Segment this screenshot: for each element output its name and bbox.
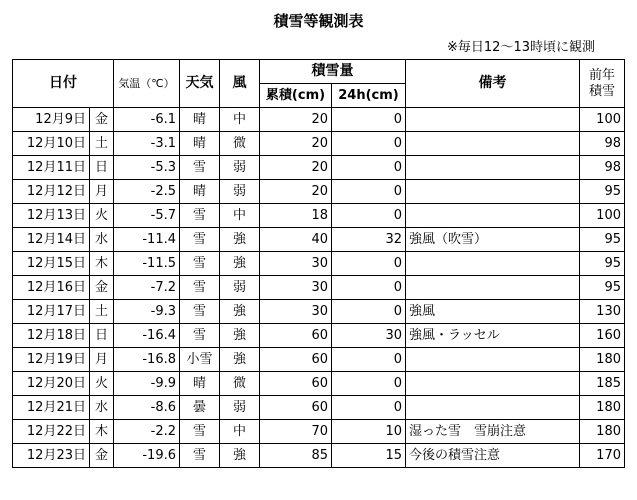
cumulative-snow-cell: 20 (260, 156, 332, 180)
temperature-cell: -9.9 (114, 372, 180, 396)
new-snow-24h-cell: 0 (332, 372, 406, 396)
cumulative-snow-cell: 20 (260, 132, 332, 156)
table-row (13, 156, 625, 180)
table-row (13, 252, 625, 276)
temperature-cell: -16.8 (114, 348, 180, 372)
date-cell: 12月23日 (13, 444, 90, 468)
new-snow-24h-cell: 0 (332, 348, 406, 372)
weekday-cell: 金 (90, 108, 114, 132)
header-wind: 風 (220, 60, 260, 108)
weather-cell: 雪 (180, 276, 220, 300)
new-snow-24h-cell: 30 (332, 324, 406, 348)
new-snow-24h-cell: 0 (332, 204, 406, 228)
new-snow-24h-cell: 0 (332, 300, 406, 324)
new-snow-24h-cell: 0 (332, 180, 406, 204)
remarks-cell (406, 180, 580, 204)
new-snow-24h-cell: 0 (332, 252, 406, 276)
date-cell: 12月13日 (13, 204, 90, 228)
table-row (13, 396, 625, 420)
cumulative-snow-cell: 60 (260, 372, 332, 396)
wind-cell: 弱 (220, 180, 260, 204)
weather-cell: 小雪 (180, 348, 220, 372)
previous-year-snow-cell: 180 (580, 396, 625, 420)
date-cell: 12月20日 (13, 372, 90, 396)
remarks-cell (406, 276, 580, 300)
cumulative-snow-cell: 30 (260, 276, 332, 300)
remarks-cell: 強風（吹雪） (406, 228, 580, 252)
header-date: 日付 (13, 60, 114, 108)
previous-year-snow-cell: 160 (580, 324, 625, 348)
date-cell: 12月18日 (13, 324, 90, 348)
cumulative-snow-cell: 60 (260, 396, 332, 420)
weekday-cell: 日 (90, 156, 114, 180)
header-snow-amount: 積雪量 (260, 60, 406, 84)
cumulative-snow-cell: 20 (260, 180, 332, 204)
temperature-cell: -19.6 (114, 444, 180, 468)
table-row (13, 420, 625, 444)
table-row (13, 204, 625, 228)
date-cell: 12月11日 (13, 156, 90, 180)
weekday-cell: 木 (90, 420, 114, 444)
cumulative-snow-cell: 30 (260, 300, 332, 324)
previous-year-snow-cell: 95 (580, 276, 625, 300)
previous-year-snow-cell: 170 (580, 444, 625, 468)
previous-year-snow-cell: 95 (580, 252, 625, 276)
weather-cell: 晴 (180, 372, 220, 396)
page-title: 積雪等観測表 (273, 12, 364, 30)
cumulative-snow-cell: 70 (260, 420, 332, 444)
remarks-cell: 湿った雪 雪崩注意 (406, 420, 580, 444)
weather-cell: 晴 (180, 132, 220, 156)
weekday-cell: 木 (90, 252, 114, 276)
remarks-cell (406, 108, 580, 132)
cumulative-snow-cell: 85 (260, 444, 332, 468)
wind-cell: 中 (220, 108, 260, 132)
new-snow-24h-cell: 15 (332, 444, 406, 468)
weather-cell: 晴 (180, 108, 220, 132)
date-cell: 12月22日 (13, 420, 90, 444)
date-cell: 12月16日 (13, 276, 90, 300)
header-cumulative: 累積(cm) (260, 84, 332, 108)
remarks-cell (406, 204, 580, 228)
wind-cell: 弱 (220, 156, 260, 180)
date-cell: 12月12日 (13, 180, 90, 204)
weekday-cell: 水 (90, 396, 114, 420)
remarks-cell (406, 396, 580, 420)
weather-cell: 雪 (180, 204, 220, 228)
new-snow-24h-cell: 0 (332, 276, 406, 300)
weather-cell: 雪 (180, 252, 220, 276)
temperature-cell: -2.5 (114, 180, 180, 204)
wind-cell: 微 (220, 372, 260, 396)
header-temperature: 気温（℃） (114, 60, 180, 108)
date-cell: 12月9日 (13, 108, 90, 132)
weather-cell: 雪 (180, 444, 220, 468)
remarks-cell (406, 132, 580, 156)
previous-year-snow-cell: 185 (580, 372, 625, 396)
previous-year-snow-cell: 95 (580, 180, 625, 204)
previous-year-snow-cell: 95 (580, 228, 625, 252)
weekday-cell: 火 (90, 204, 114, 228)
weekday-cell: 土 (90, 132, 114, 156)
wind-cell: 弱 (220, 396, 260, 420)
remarks-cell (406, 372, 580, 396)
wind-cell: 強 (220, 228, 260, 252)
weather-cell: 雪 (180, 228, 220, 252)
cumulative-snow-cell: 60 (260, 324, 332, 348)
wind-cell: 微 (220, 132, 260, 156)
header-24h: 24h(cm) (332, 84, 406, 108)
cumulative-snow-cell: 30 (260, 252, 332, 276)
date-cell: 12月15日 (13, 252, 90, 276)
wind-cell: 強 (220, 300, 260, 324)
previous-year-snow-cell: 180 (580, 420, 625, 444)
date-cell: 12月10日 (13, 132, 90, 156)
table-row (13, 132, 625, 156)
temperature-cell: -9.3 (114, 300, 180, 324)
new-snow-24h-cell: 0 (332, 156, 406, 180)
temperature-cell: -2.2 (114, 420, 180, 444)
new-snow-24h-cell: 10 (332, 420, 406, 444)
temperature-cell: -6.1 (114, 108, 180, 132)
weather-cell: 雪 (180, 156, 220, 180)
new-snow-24h-cell: 0 (332, 132, 406, 156)
cumulative-snow-cell: 18 (260, 204, 332, 228)
table-row (13, 348, 625, 372)
previous-year-snow-cell: 130 (580, 300, 625, 324)
header-previous-year (580, 60, 625, 108)
table-row (13, 276, 625, 300)
header-previous-year-line1: 前年 (588, 67, 615, 83)
remarks-cell (406, 252, 580, 276)
weekday-cell: 月 (90, 348, 114, 372)
weather-cell: 雪 (180, 324, 220, 348)
temperature-cell: -7.2 (114, 276, 180, 300)
remarks-cell: 今後の積雪注意 (406, 444, 580, 468)
previous-year-snow-cell: 100 (580, 108, 625, 132)
date-cell: 12月19日 (13, 348, 90, 372)
weekday-cell: 水 (90, 228, 114, 252)
weekday-cell: 金 (90, 444, 114, 468)
weekday-cell: 月 (90, 180, 114, 204)
weather-cell: 曇 (180, 396, 220, 420)
new-snow-24h-cell: 0 (332, 396, 406, 420)
table-row (13, 444, 625, 468)
previous-year-snow-cell: 100 (580, 204, 625, 228)
header-previous-year-line2: 積雪 (588, 83, 615, 99)
date-cell: 12月17日 (13, 300, 90, 324)
weekday-cell: 金 (90, 276, 114, 300)
remarks-cell: 強風・ラッセル (406, 324, 580, 348)
temperature-cell: -11.4 (114, 228, 180, 252)
cumulative-snow-cell: 40 (260, 228, 332, 252)
wind-cell: 強 (220, 444, 260, 468)
remarks-cell (406, 156, 580, 180)
header-remarks: 備考 (406, 60, 580, 108)
table-row (13, 372, 625, 396)
previous-year-snow-cell: 180 (580, 348, 625, 372)
wind-cell: 強 (220, 324, 260, 348)
new-snow-24h-cell: 0 (332, 108, 406, 132)
cumulative-snow-cell: 20 (260, 108, 332, 132)
table-row (13, 180, 625, 204)
new-snow-24h-cell: 32 (332, 228, 406, 252)
wind-cell: 中 (220, 204, 260, 228)
previous-year-snow-cell: 98 (580, 132, 625, 156)
temperature-cell: -5.3 (114, 156, 180, 180)
header-weather: 天気 (180, 60, 220, 108)
observation-table (12, 59, 625, 468)
weather-cell: 晴 (180, 180, 220, 204)
weather-cell: 雪 (180, 420, 220, 444)
remarks-cell (406, 348, 580, 372)
temperature-cell: -3.1 (114, 132, 180, 156)
observation-note: ※毎日12～13時頃に観測 (447, 40, 595, 55)
temperature-cell: -8.6 (114, 396, 180, 420)
table-row (13, 108, 625, 132)
temperature-cell: -11.5 (114, 252, 180, 276)
temperature-cell: -5.7 (114, 204, 180, 228)
weekday-cell: 火 (90, 372, 114, 396)
cumulative-snow-cell: 60 (260, 348, 332, 372)
weekday-cell: 日 (90, 324, 114, 348)
date-cell: 12月14日 (13, 228, 90, 252)
table-row (13, 300, 625, 324)
date-cell: 12月21日 (13, 396, 90, 420)
weekday-cell: 土 (90, 300, 114, 324)
previous-year-snow-cell: 98 (580, 156, 625, 180)
wind-cell: 強 (220, 348, 260, 372)
weather-cell: 雪 (180, 300, 220, 324)
remarks-cell: 強風 (406, 300, 580, 324)
wind-cell: 中 (220, 420, 260, 444)
temperature-cell: -16.4 (114, 324, 180, 348)
wind-cell: 弱 (220, 276, 260, 300)
table-row (13, 228, 625, 252)
table-row (13, 324, 625, 348)
wind-cell: 強 (220, 252, 260, 276)
